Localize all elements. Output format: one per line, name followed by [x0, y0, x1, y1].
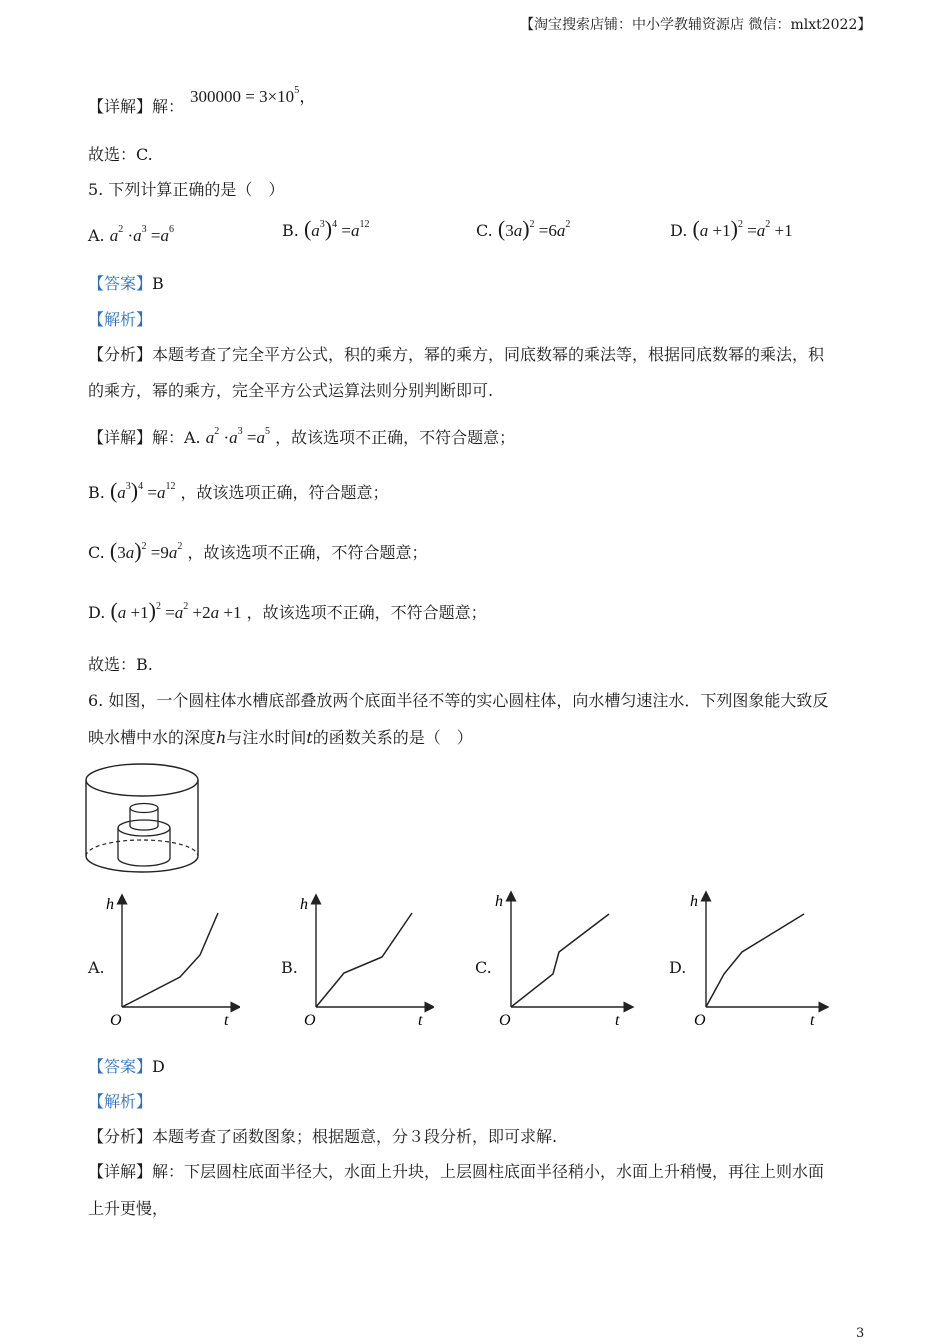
q6-graph-c[interactable] — [489, 880, 635, 1033]
q6-stem-line1: 6. 如图，一个圆柱体水槽底部叠放两个底面半径不等的实心圆柱体，向水槽匀速注水．下列图象能大致反 — [88, 691, 829, 710]
q5-detail-d: D. $(a +1)^2 =a^2 +2a +1$ ，故该选项不正确，不符合题意； — [88, 598, 487, 623]
q6-jiexi: 【解析】 — [88, 1092, 153, 1111]
page-number: 3 — [856, 1326, 865, 1341]
q5-choose: 故选：B. — [88, 655, 153, 674]
graph-b-axis-t: t — [418, 1012, 423, 1029]
q6-analysis: 【分析】本题考查了函数图象；根据题意，分３段分析，即可求解. — [88, 1127, 558, 1146]
q5-option-b[interactable]: B. $(a^3)^4 =a^{12}$ — [282, 216, 370, 241]
q5-analysis-line1: 【分析】本题考查了完全平方公式，积的乘方，幂的乘方，同底数幂的乘法等，根据同底数幂的乘法，积 — [88, 345, 825, 364]
q6-graph-b[interactable] — [294, 885, 434, 1033]
q5-answer: 【答案】B — [88, 274, 164, 293]
q6-answer: 【答案】D — [88, 1057, 165, 1076]
q4-choose: 故选：C. — [88, 145, 153, 164]
q5-option-a[interactable]: A. $a^2 \cdot a^3 =a^6$ — [88, 224, 174, 245]
q5-detail-a: 【详解】解：A. $a^2 \cdot a^3 =a^5$ ，故该选项不正确，不符合题意； — [88, 426, 516, 447]
q6-detail-line1: 【详解】解：下层圆柱底面半径大，水面上升块，上层圆柱底面半径稍小，水面上升稍慢，再往上则水面 — [88, 1162, 825, 1181]
q5-jiexi: 【解析】 — [88, 310, 153, 329]
q6-option-a-label[interactable]: A. — [88, 958, 105, 977]
graph-d-axis-h: h — [690, 893, 698, 910]
cylinder-tank-figure — [84, 760, 204, 878]
graph-a-axis-h: h — [106, 896, 114, 913]
q5-option-c-formula: $(3a)^2 =6a^2$ — [497, 216, 571, 241]
graph-b-axis-h: h — [300, 896, 308, 913]
q4-detail-label: 【详解】解： — [88, 97, 185, 116]
q4-detail-math: $300000 = 3\times 10^5$， — [190, 85, 317, 106]
q5-analysis-line2: 的乘方，幂的乘方，完全平方公式运算法则分别判断即可. — [88, 381, 494, 400]
q5-option-b-formula: $(a^3)^4 =a^{12}$ — [303, 216, 370, 241]
q6-option-d-label[interactable]: D. — [669, 958, 687, 977]
graph-c-axis-t: t — [615, 1012, 620, 1029]
graph-c-axis-h: h — [495, 893, 503, 910]
q6-graph-d[interactable] — [684, 880, 830, 1033]
page-header: 【淘宝搜索店铺：中小学教辅资源店 微信：mlxt2022】 — [520, 17, 872, 33]
graph-a-origin: O — [110, 1012, 122, 1029]
graph-c-origin: O — [499, 1012, 511, 1029]
q5-stem: 5. 下列计算正确的是（ ） — [88, 180, 285, 199]
q5-detail-b: B. $(a^3)^4 =a^{12}$ ，故该选项正确，符合题意； — [88, 478, 389, 503]
q5-option-d-formula: $(a +1)^2 =a^2 +1$ — [692, 216, 793, 241]
graph-b-origin: O — [304, 1012, 316, 1029]
q5-detail-c: C. $(3a)^2 =9a^2$ ，故该选项不正确，不符合题意； — [88, 538, 428, 563]
q5-option-d[interactable]: D. $(a +1)^2 =a^2 +1$ — [670, 216, 793, 241]
q6-graph-a[interactable] — [100, 885, 240, 1033]
graph-d-axis-t: t — [810, 1012, 815, 1029]
q5-option-c[interactable]: C. $(3a)^2 =6a^2$ — [476, 216, 571, 241]
graph-d-origin: O — [694, 1012, 706, 1029]
q6-option-b-label[interactable]: B. — [281, 958, 298, 977]
graph-a-axis-t: t — [224, 1012, 229, 1029]
q6-stem-line2: 映水槽中水的深度h与注水时间t的函数关系的是（ ） — [88, 728, 473, 747]
q6-option-c-label[interactable]: C. — [475, 958, 492, 977]
q6-detail-line2: 上升更慢， — [88, 1199, 169, 1218]
q5-option-a-formula: $a^2 \cdot a^3 =a^6$ — [109, 224, 174, 245]
